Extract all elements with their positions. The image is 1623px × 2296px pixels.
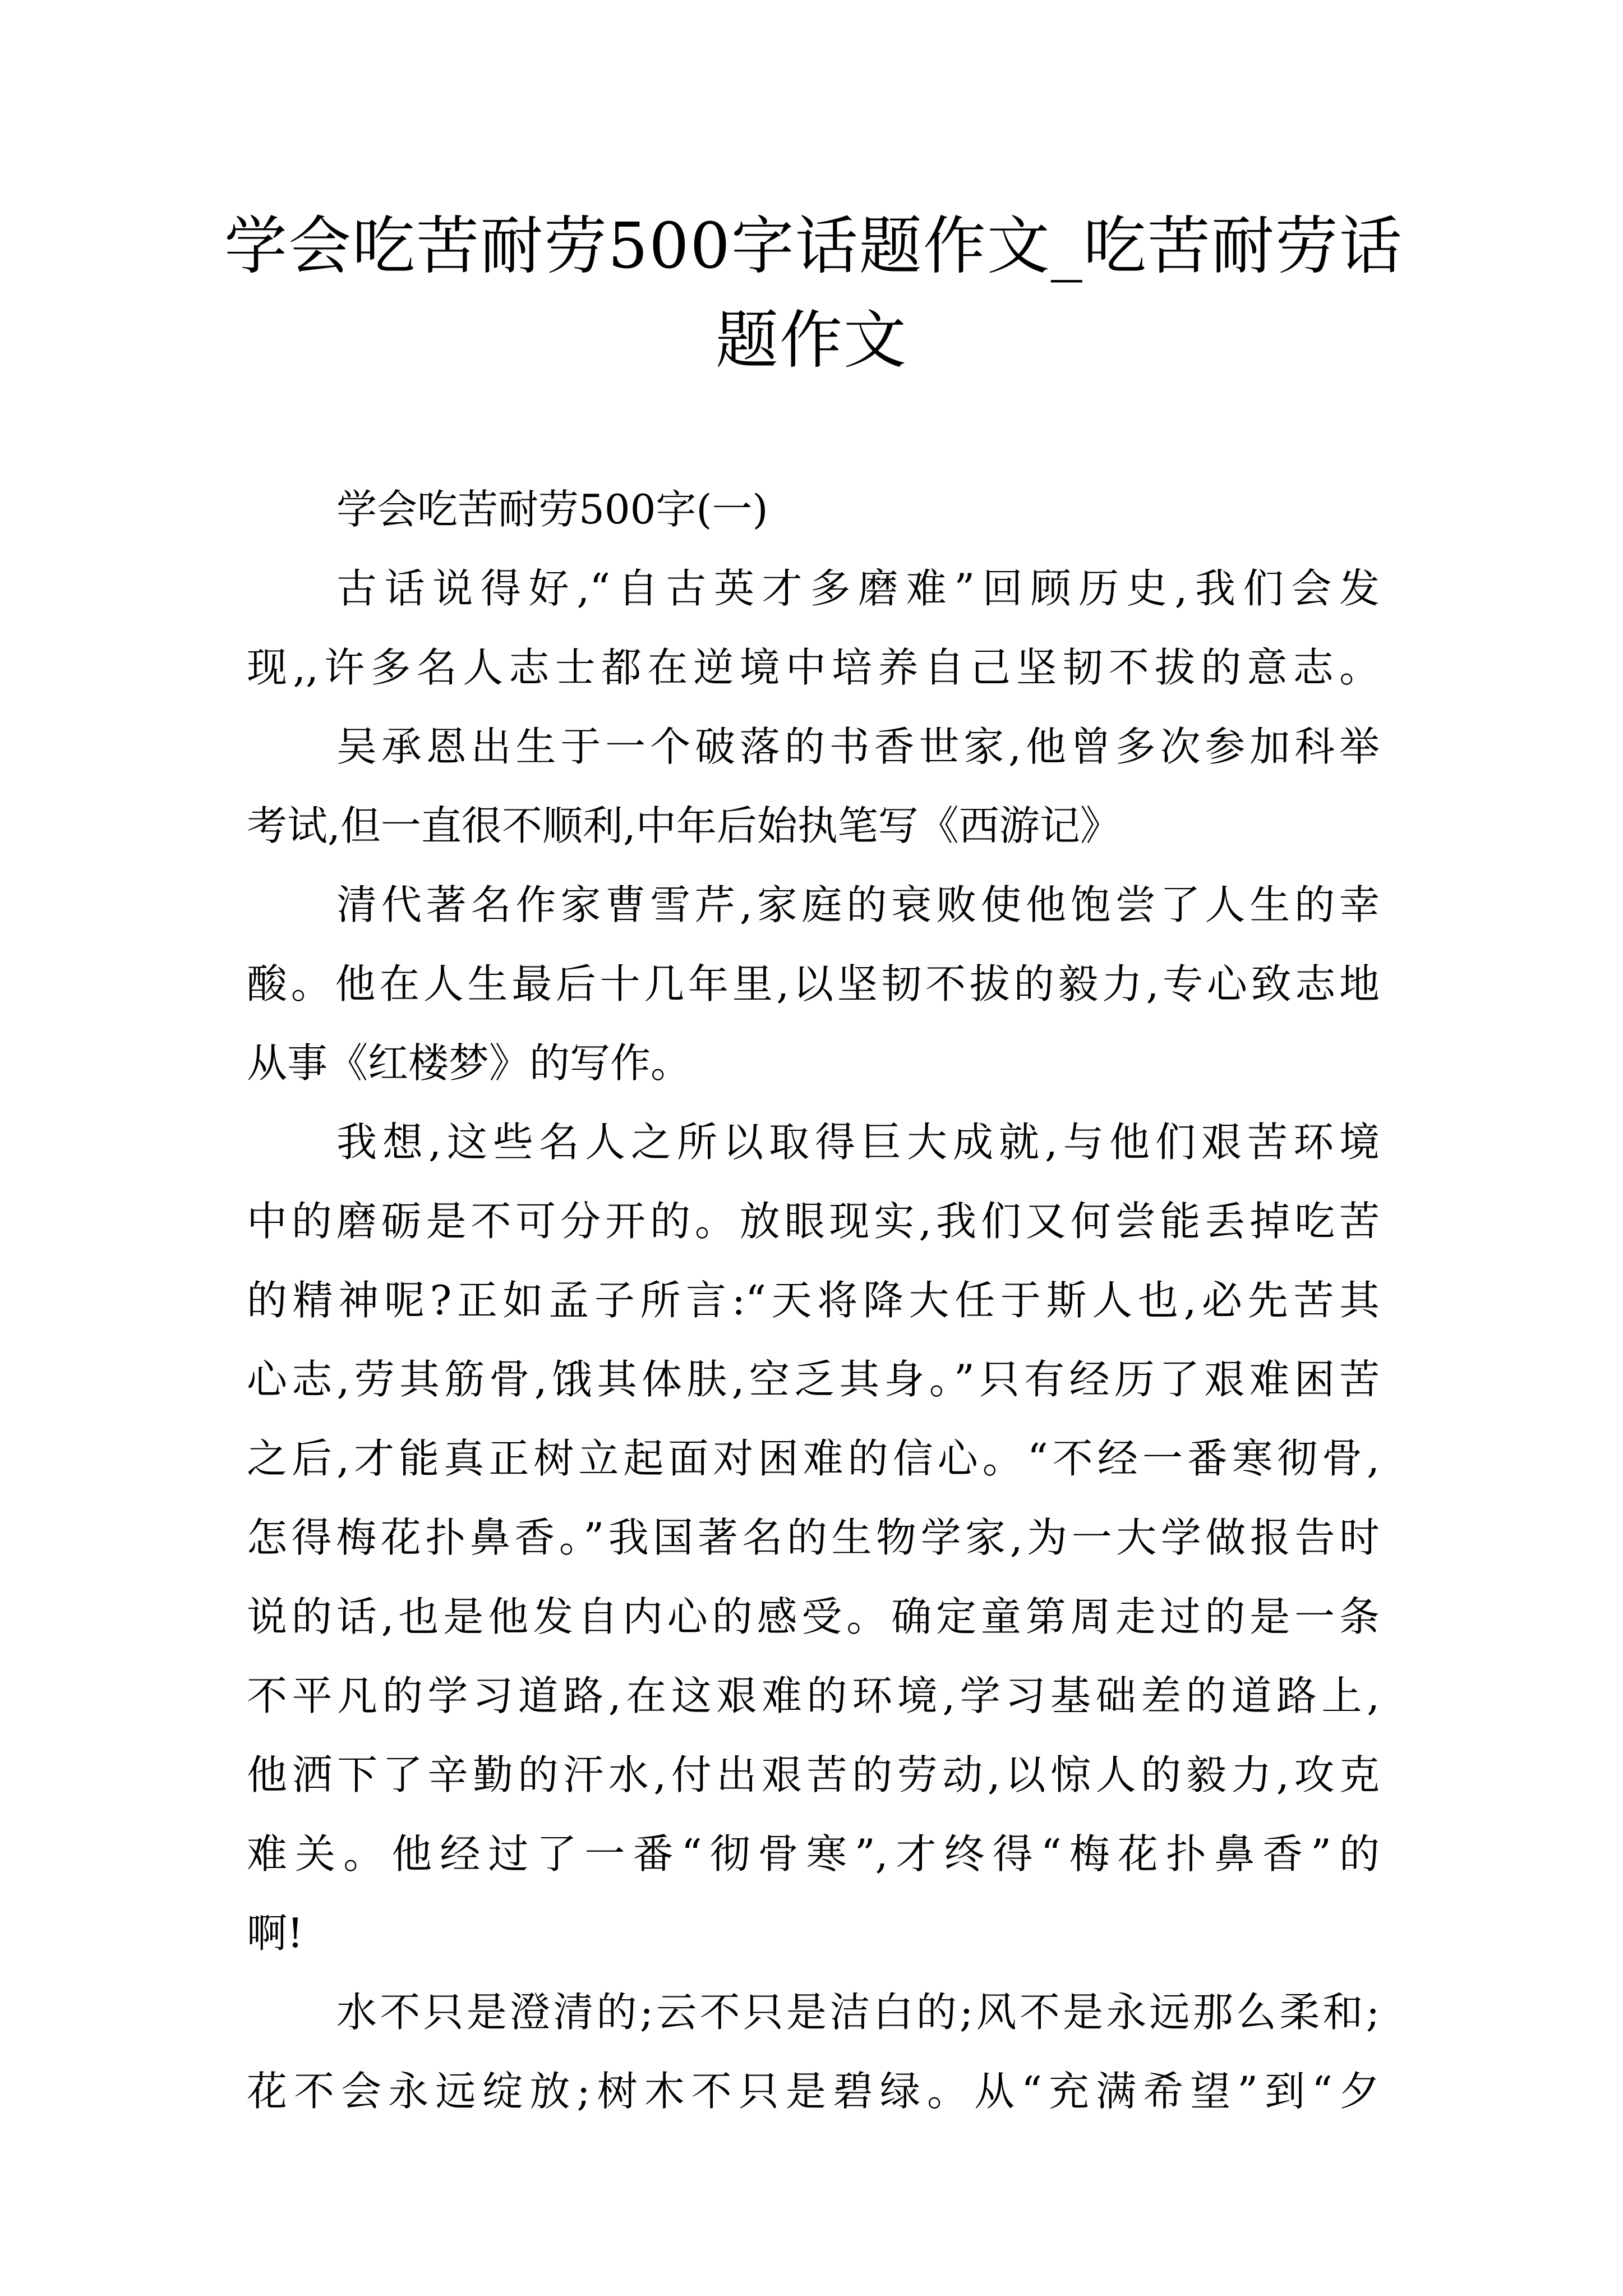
paragraph-line: 清代著名作家曹雪芹,家庭的衰败使他饱尝了人生的幸 (336, 881, 1380, 928)
paragraph-line: 说的话,也是他发自内心的感受。确定童第周走过的是一条 (247, 1593, 1380, 1640)
paragraph-line: 难关。他经过了一番“彻骨寒”,才终得“梅花扑鼻香”的 (247, 1830, 1380, 1878)
paragraph-line: 古话说得好,“自古英才多磨难”回顾历史,我们会发 (336, 565, 1380, 612)
paragraph-line: 之后,才能真正树立起面对困难的信心。“不经一番寒彻骨, (247, 1435, 1380, 1482)
title-line-1: 学会吃苦耐劳500字话题作文_吃苦耐劳话 (224, 210, 1403, 283)
paragraph-line: 我想,这些名人之所以取得巨大成就,与他们艰苦环境 (336, 1119, 1380, 1166)
title-line-2: 题作文 (716, 304, 907, 377)
paragraph-line: 不平凡的学习道路,在这艰难的环境,学习基础差的道路上, (247, 1672, 1380, 1719)
paragraph-line: 考试,但一直很不顺利,中年后始执笔写《西游记》 (247, 802, 1121, 849)
paragraph-line: 酸。他在人生最后十几年里,以坚韧不拔的毅力,专心致志地 (247, 960, 1380, 1007)
paragraph-line: 中的磨砺是不可分开的。放眼现实,我们又何尝能丢掉吃苦 (247, 1198, 1380, 1245)
paragraph-line: 从事《红楼梦》的写作。 (247, 1039, 691, 1087)
paragraph-line: 怎得梅花扑鼻香。”我国著名的生物学家,为一大学做报告时 (247, 1514, 1380, 1561)
paragraph-line: 啊! (247, 1910, 303, 1957)
paragraph-line: 花不会永远绽放;树木不只是碧绿。从“充满希望”到“夕 (247, 2068, 1380, 2115)
section-heading: 学会吃苦耐劳500字(一) (336, 486, 768, 533)
paragraph-line: 心志,劳其筋骨,饿其体肤,空乏其身。”只有经历了艰难困苦 (247, 1356, 1380, 1403)
paragraph-line: 他洒下了辛勤的汗水,付出艰苦的劳动,以惊人的毅力,攻克 (247, 1751, 1380, 1798)
document-title (224, 199, 1403, 388)
paragraph-line: 水不只是澄清的;云不只是洁白的;风不是永远那么柔和; (336, 1989, 1380, 2036)
paragraph-line: 的精神呢?正如孟子所言:“天将降大任于斯人也,必先苦其 (247, 1277, 1380, 1324)
document-body (247, 470, 1380, 2131)
paragraph-line: 吴承恩出生于一个破落的书香世家,他曾多次参加科举 (336, 723, 1380, 770)
paragraph-line: 现,,许多名人志士都在逆境中培养自己坚韧不拔的意志。 (247, 644, 1380, 691)
